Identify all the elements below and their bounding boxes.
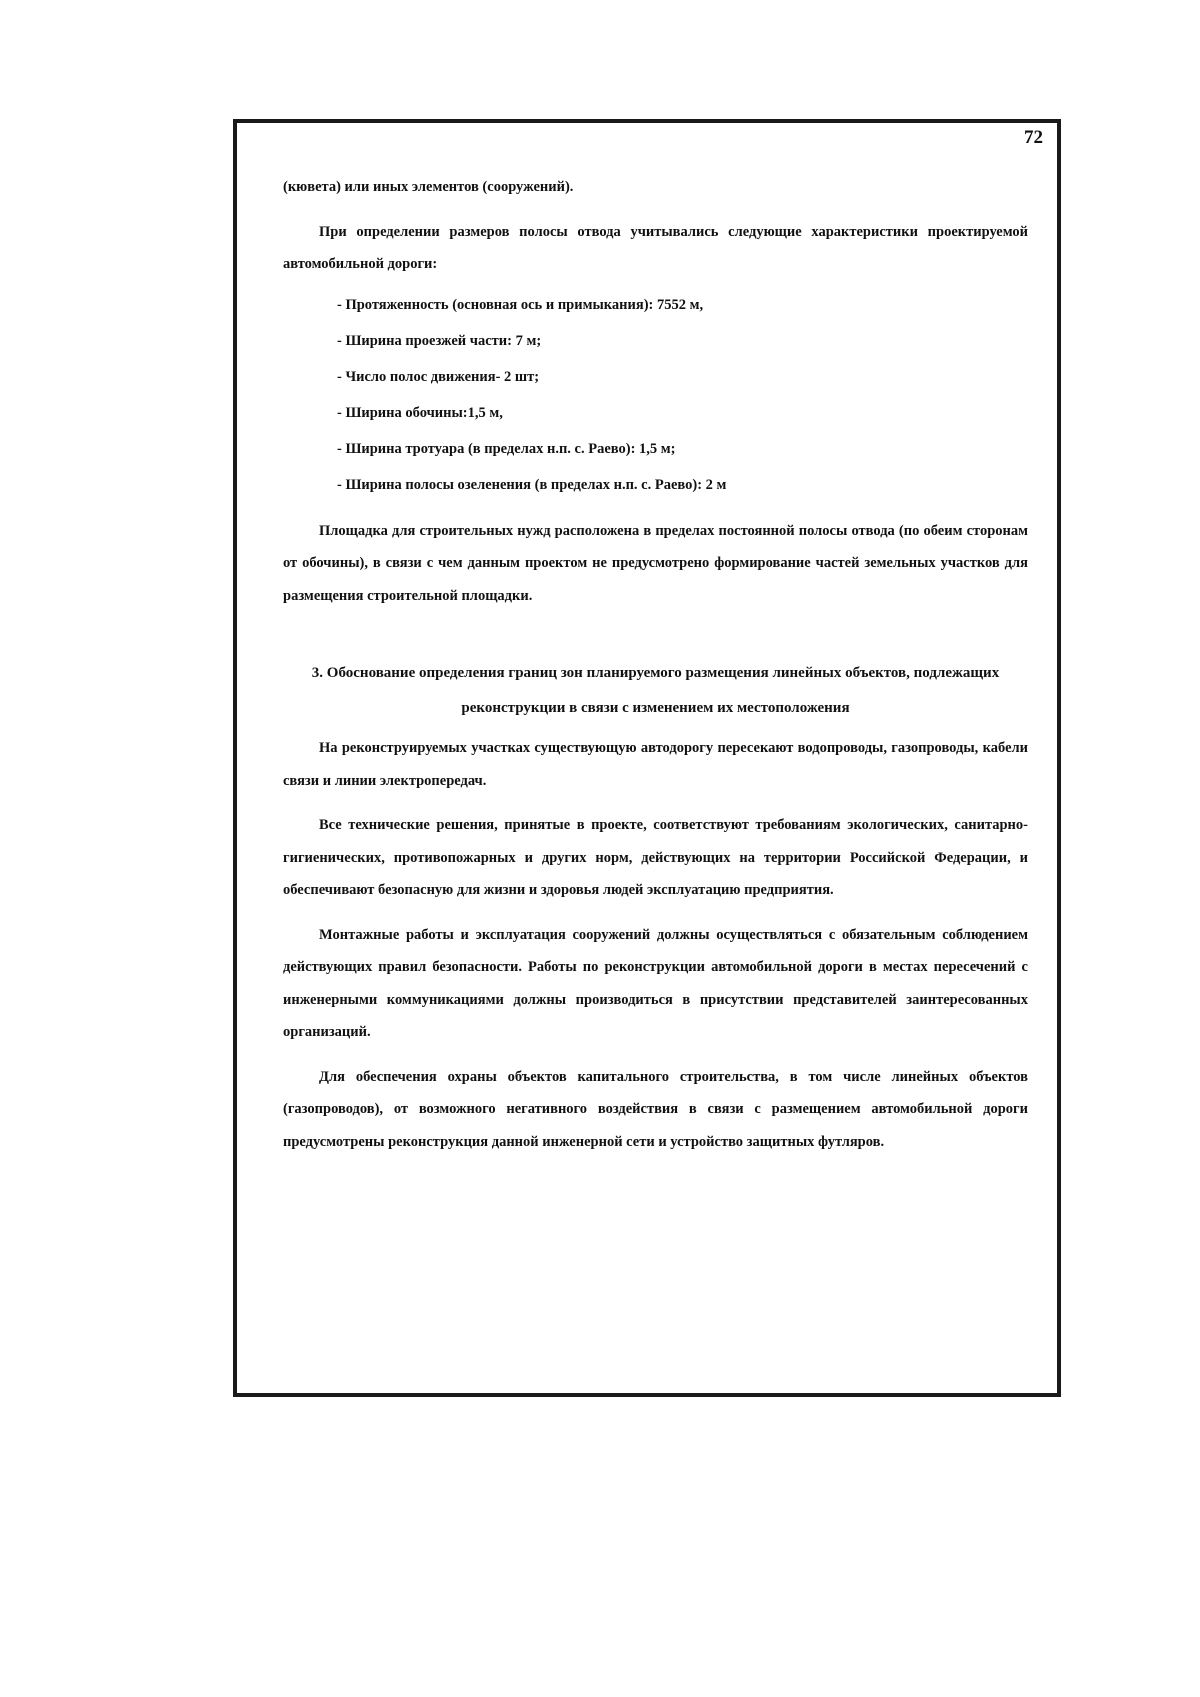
paragraph-characteristics: При определении размеров полосы отвода учитывались следующие характеристики проектируемой автомобильной дороги: bbox=[283, 223, 1028, 272]
document-body bbox=[283, 171, 1028, 1158]
paragraph-works: Монтажные работы и эксплуатация сооружений должны осуществляться с обязательным соблюдением действующих правил безопасности. Работы по реконструкции автомобильной дороги в местах пересечений с инженерными коммуникациями должны производиться в присутствии представителей заинтересованных организаций. bbox=[283, 926, 1028, 1040]
list-item: - Ширина проезжей части: 7 м; bbox=[337, 332, 542, 349]
list-item: - Ширина полосы озеленения (в пределах н.п. с. Раево): 2 м bbox=[337, 476, 727, 493]
section-heading: 3. Обоснование определения границ зон планируемого размещения линейных объектов, подлежащих реконструкции в связи с изменением их местоположения bbox=[311, 665, 1000, 716]
paragraph-construction-site: Площадка для строительных нужд расположена в пределах постоянной полосы отвода (по обеим сторонам от обочины), в связи с чем данным проектом не предусмотрено формирование частей земельных участков для размещения строительной площадки. bbox=[283, 522, 1028, 604]
list-item: - Ширина обочины:1,5 м, bbox=[337, 404, 503, 421]
list-item: - Ширина тротуара (в пределах н.п. с. Раево): 1,5 м; bbox=[337, 440, 676, 457]
characteristics-list bbox=[283, 287, 1028, 503]
page-frame bbox=[233, 119, 1061, 1397]
list-item: - Протяженность (основная ось и примыкания): 7552 м, bbox=[337, 296, 704, 313]
page-number: 72 bbox=[1024, 127, 1043, 148]
intro-line: (кювета) или иных элементов (сооружений). bbox=[283, 179, 574, 195]
paragraph-norms: Все технические решения, принятые в проекте, соответствуют требованиям экологических, санитарно-гигиенических, противопожарных и других норм, действующих на территории Российской Федерации, и обеспечивают безопасную для жизни и здоровья людей эксплуатацию предприятия. bbox=[283, 817, 1028, 898]
paragraph-protection: Для обеспечения охраны объектов капитального строительства, в том числе линейных объектов (газопроводов), от возможного негативного воздействия в связи с размещением автомобильной дороги предусмотрены реконструкция данной инженерной сети и устройство защитных футляров. bbox=[283, 1068, 1028, 1150]
paragraph-crossings: На реконструируемых участках существующую автодорогу пересекают водопроводы, газопроводы, кабели связи и линии электропередач. bbox=[283, 740, 1028, 789]
list-item: - Число полос движения- 2 шт; bbox=[337, 368, 540, 385]
